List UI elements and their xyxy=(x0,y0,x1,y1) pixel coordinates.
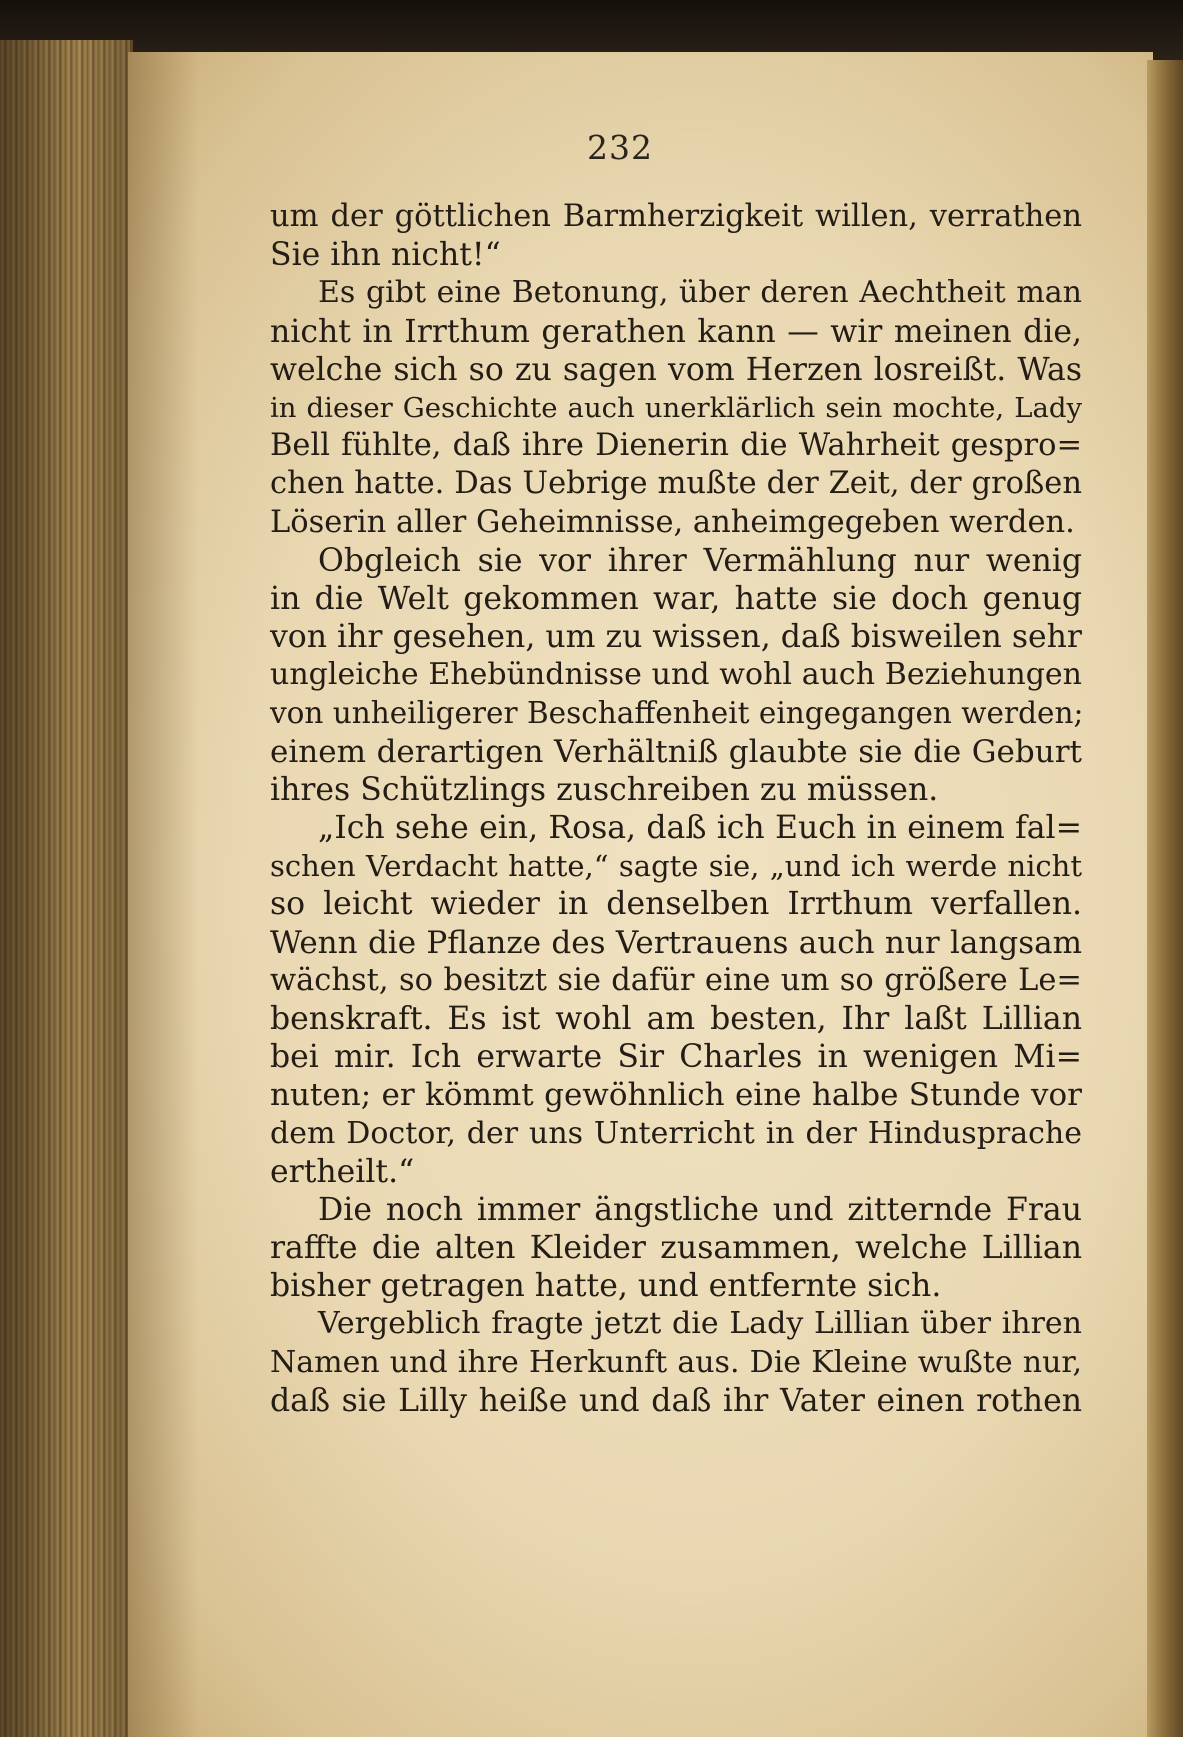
text-line: chen hatte. Das Uebrige mußte der Zeit, der großen xyxy=(270,466,1082,502)
text-line: „Ich sehe ein, Rosa, daß ich Euch in einem fal= xyxy=(318,810,1082,846)
text-line: Vergeblich fragte jetzt die Lady Lillian über ihren xyxy=(318,1306,1082,1342)
text-line: bei mir. Ich erwarte Sir Charles in wenigen Mi= xyxy=(270,1039,1082,1076)
text-line: ungleiche Ehebündnisse und wohl auch Beziehungen xyxy=(270,657,1082,693)
text-line: ihres Schützlings zuschreiben zu müssen. xyxy=(270,771,939,808)
text-line: Namen und ihre Herkunft aus. Die Kleine wußte nur, xyxy=(270,1344,1082,1380)
text-line: Die noch immer ängstliche und zitternde Frau xyxy=(318,1191,1082,1228)
text-line: von unheiligerer Beschaffenheit eingegangen werden; xyxy=(270,696,1084,731)
text-line: von ihr gesehen, um zu wissen, daß bisweilen sehr xyxy=(270,619,1082,656)
text-line: daß sie Lilly heiße und daß ihr Vater einen rothen xyxy=(270,1382,1082,1419)
text-line: ertheilt.“ xyxy=(270,1153,415,1190)
top-shadow xyxy=(0,0,1183,60)
text-line: wächst, so besitzt sie dafür eine um so größere Le= xyxy=(270,962,1082,998)
text-line: Löserin aller Geheimnisse, anheimgegeben werden. xyxy=(270,504,1075,540)
text-line: raffte die alten Kleider zusammen, welche Lillian xyxy=(270,1230,1082,1267)
text-line: um der göttlichen Barmherzigkeit willen, verrathen xyxy=(270,199,1082,234)
body-text xyxy=(270,198,1082,1420)
text-line: so leicht wieder in denselben Irrthum verfallen. xyxy=(270,886,1082,923)
text-line: in dieser Geschichte auch unerklärlich sein mochte, Lady xyxy=(270,391,1082,424)
text-line: Bell fühlte, daß ihre Dienerin die Wahrheit gespro= xyxy=(270,428,1082,464)
page-number: 232 xyxy=(587,128,653,167)
text-line: einem derartigen Verhältniß glaubte sie die Geburt xyxy=(270,733,1082,770)
text-line: dem Doctor, der uns Unterricht in der Hindusprache xyxy=(270,1115,1082,1151)
text-line: welche sich so zu sagen vom Herzen losreißt. Was xyxy=(270,351,1082,388)
text-line: nicht in Irrthum gerathen kann — wir meinen die, xyxy=(270,313,1082,350)
text-line: bisher getragen hatte, und entfernte sich. xyxy=(270,1268,942,1305)
text-line: schen Verdacht hatte,“ sagte sie, „und ich werde nicht xyxy=(270,849,1082,884)
right-page-edge xyxy=(1147,60,1183,1737)
text-line: nuten; er kömmt gewöhnlich eine halbe Stunde vor xyxy=(270,1077,1082,1114)
page-stack-edges xyxy=(0,40,133,1737)
text-line: Es gibt eine Betonung, über deren Aechtheit man xyxy=(318,275,1082,311)
text-line: benskraft. Es ist wohl am besten, Ihr laßt Lillian xyxy=(270,1000,1082,1037)
text-line: Sie ihn nicht!“ xyxy=(270,237,501,274)
text-line: Wenn die Pflanze des Vertrauens auch nur langsam xyxy=(270,924,1082,961)
text-line: Obgleich sie vor ihrer Vermählung nur wenig xyxy=(318,542,1082,579)
text-line: in die Welt gekommen war, hatte sie doch genug xyxy=(270,580,1082,617)
